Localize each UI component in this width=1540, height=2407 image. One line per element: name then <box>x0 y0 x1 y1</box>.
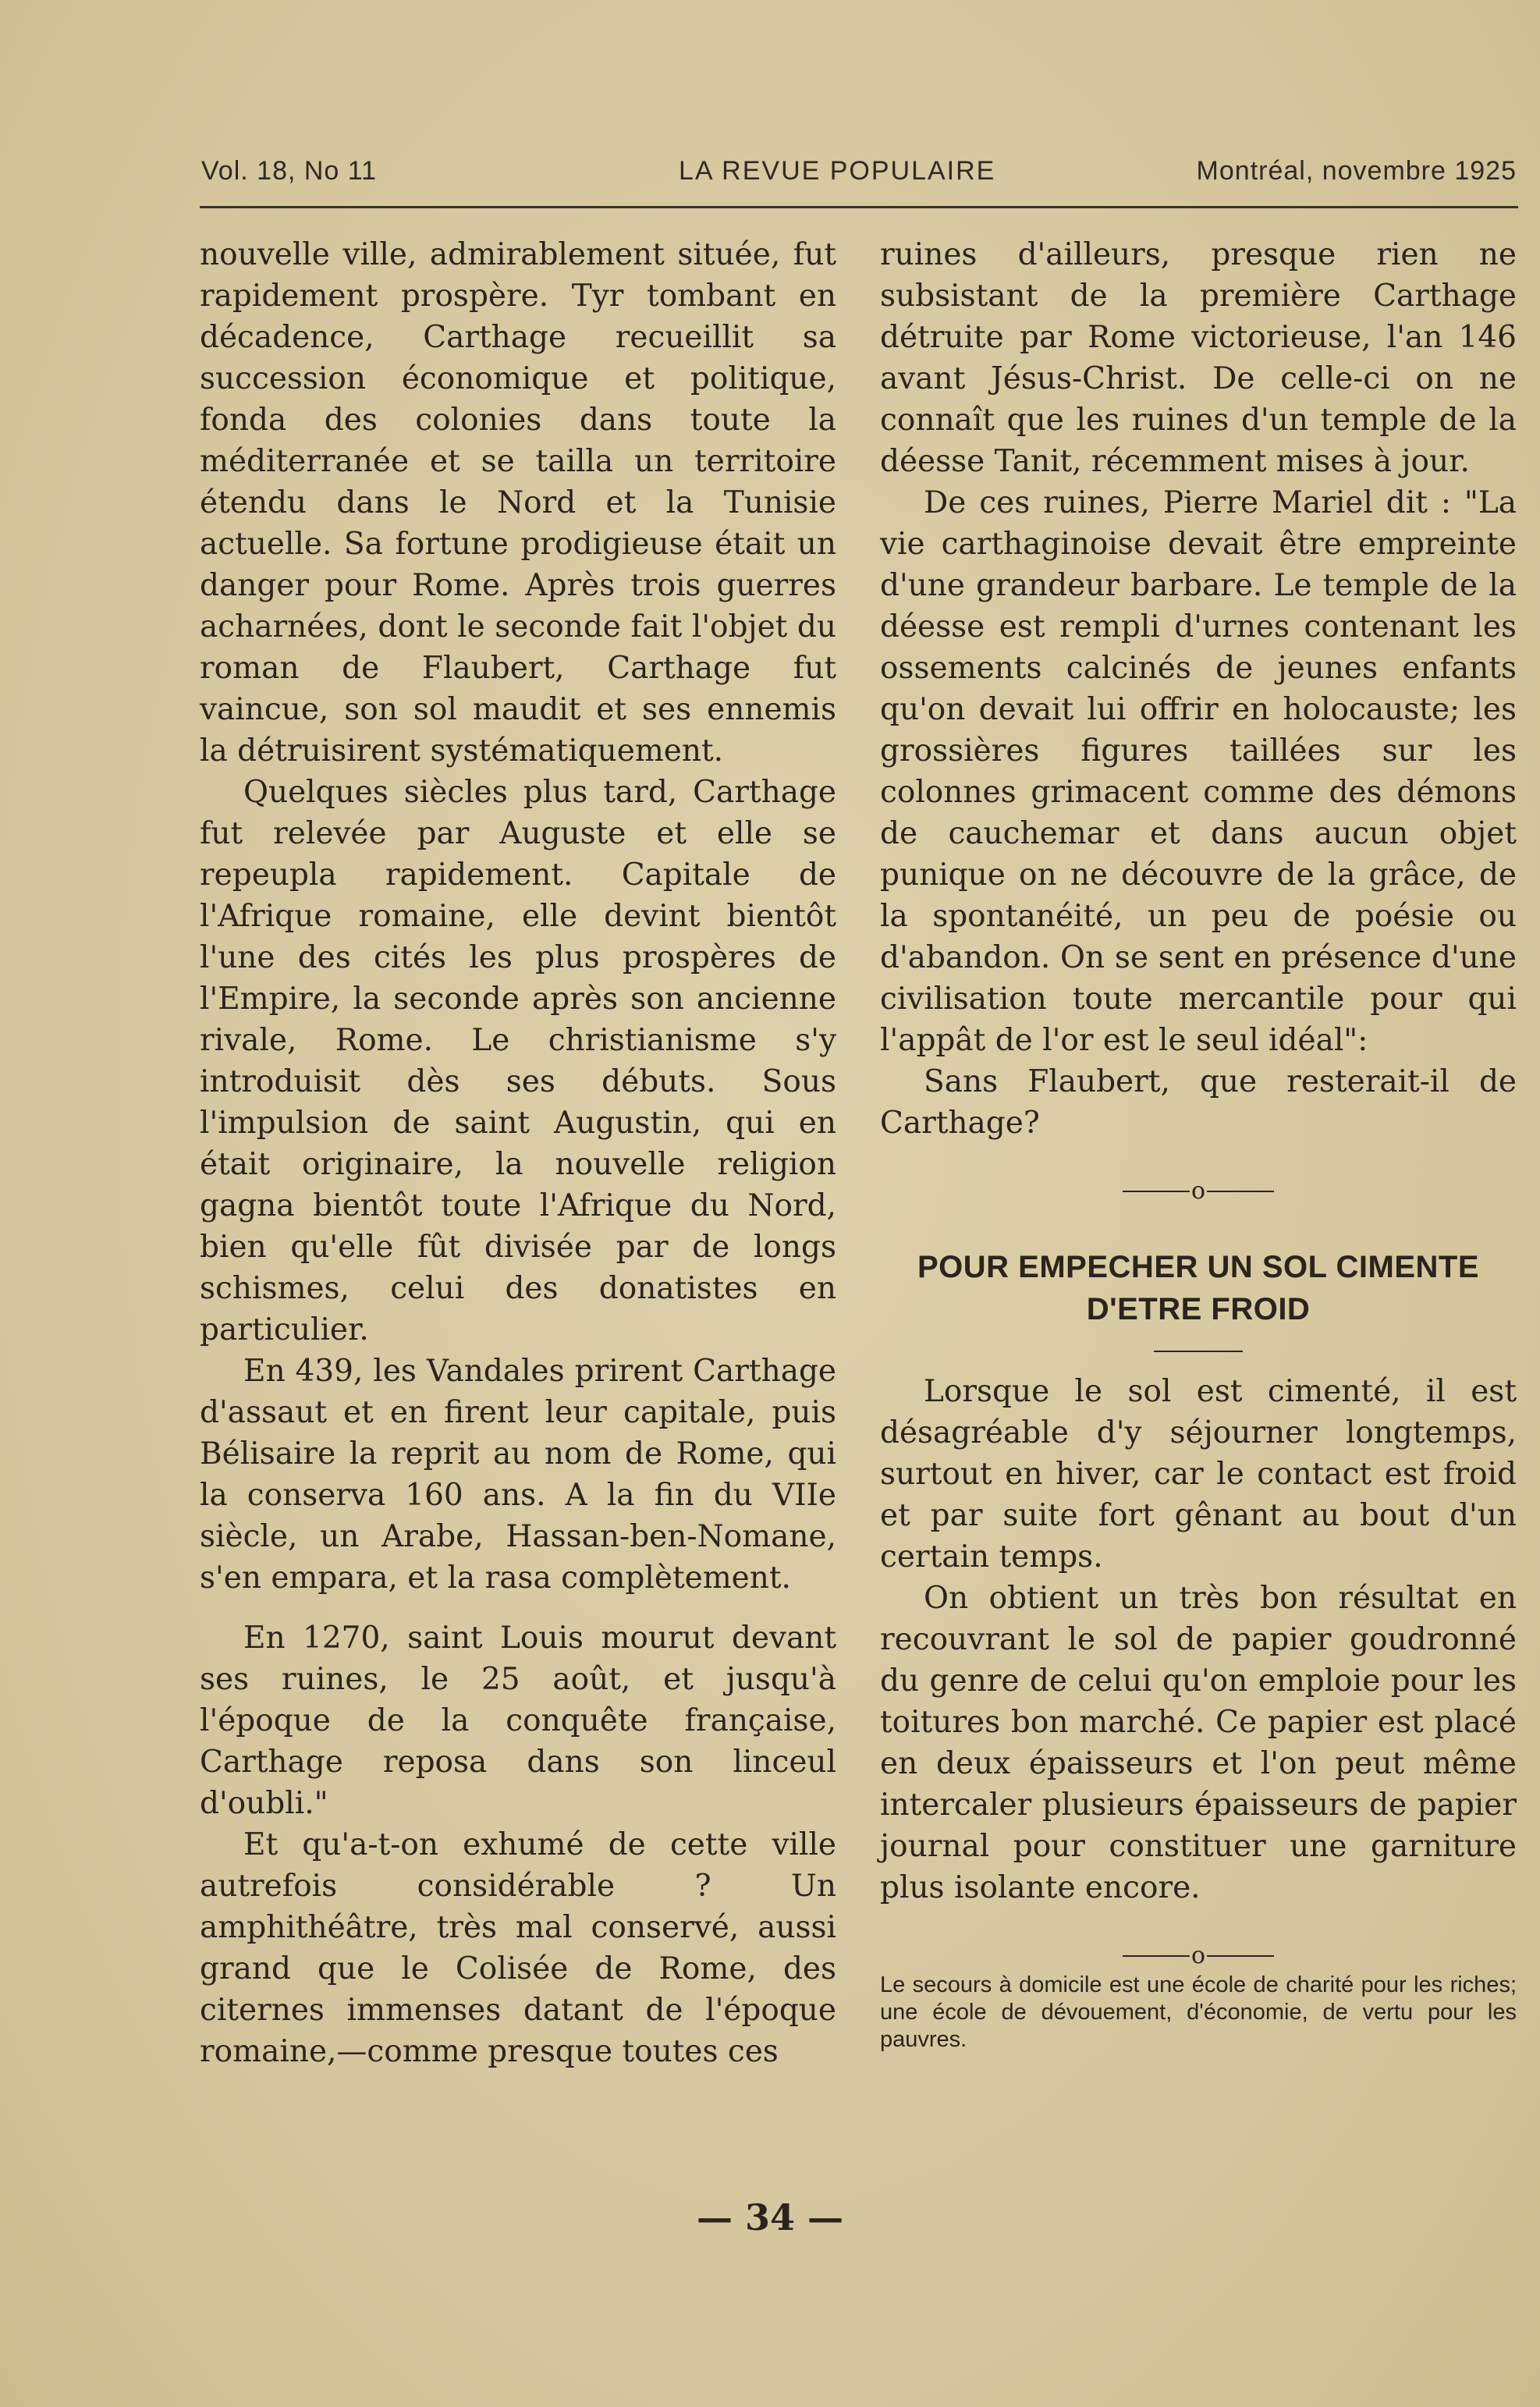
paragraph: Lorsque le sol est cimenté, il est désagréable d'y séjourner longtemps, surtout en hiver, car le contact est froid et par suite fort gênant au bout d'un certain temps. <box>880 1374 1517 1574</box>
separator-mark: o <box>1190 1177 1206 1205</box>
paragraph: On obtient un très bon résultat en recouvrant le sol de papier goudronné du genre de celui qu'on emploie pour les toitures bon marché. Ce papier est placé en deux épaisseurs et l'on peut même intercaler plusieurs épaisseurs de papier journal pour constituer une garniture plus isolante encore. <box>880 1581 1517 1905</box>
magazine-title: LA REVUE POPULAIRE <box>679 156 996 186</box>
headline-line: POUR EMPECHER UN SOL CIMENTE <box>917 1250 1479 1284</box>
paragraph: ruines d'ailleurs, presque rien ne subsistant de la première Carthage détruite par Rome victorieuse, l'an 146 avant Jésus-Christ. De celle-ci on ne connaît que les ruines d'un temple de la déesse Tanit, récemment mises à jour. <box>880 237 1517 479</box>
paragraph: Sans Flaubert, que resterait-il de Carthage? <box>880 1064 1517 1141</box>
paragraph: Quelques siècles plus tard, Carthage fut relevée par Auguste et elle se repeupla rapidement. Capitale de l'Afrique romaine, elle devint bientôt l'une des cités les plus prospères de l'Empire, la seconde après son ancienne rivale, Rome. Le christianisme s'y introduisit dès ses débuts. Sous l'impulsion de saint Augustin, qui en était originaire, la nouvelle religion gagna bientôt toute l'Afrique du Nord, bien qu'elle fût divisée par de longs schismes, celui des donatistes en particulier. <box>200 775 836 1347</box>
paragraph: De ces ruines, Pierre Mariel dit : "La vie carthaginoise devait être empreinte d'une grandeur barbare. Le temple de la déesse est rempli d'urnes contenant les ossements calcinés de jeunes enfants qu'on devait lui offrir en holocauste; les grossières figures taillées sur les colonnes grimacent comme des démons de cauchemar et dans aucun objet punique on ne découvre de la grâce, de la spontanéité, un peu de poésie ou d'abandon. On se sent en présence d'une civilisation toute mercantile pour qui l'appât de l'or est le seul idéal": <box>880 485 1517 1058</box>
left-column <box>200 234 836 2072</box>
running-header <box>201 156 1517 195</box>
headline-line: D'ETRE FROID <box>1086 1292 1311 1326</box>
article-headline <box>880 1246 1517 1330</box>
page-number: — 34 — <box>696 2196 844 2238</box>
footnote-quote: Le secours à domicile est une école de charité pour les riches; une école de dévouement, d'économie, de vertu pour les pauvres. <box>880 1972 1517 2052</box>
paragraph: En 1270, saint Louis mourut devant ses ruines, le 25 août, et jusqu'à l'époque de la conquête française, Carthage reposa dans son linceul d'oubli." <box>200 1621 836 1821</box>
place-date: Montréal, novembre 1925 <box>1196 156 1517 186</box>
section-separator <box>880 1175 1517 1207</box>
volume-number: Vol. 18, No 11 <box>201 156 378 186</box>
paragraph: En 439, les Vandales prirent Carthage d'assaut et en firent leur capitale, puis Bélisaire la reprit au nom de Rome, qui la conserva 160 ans. A la fin du VIIe siècle, un Arabe, Hassan-ben-Nomane, s'en empara, et la rasa complètement. <box>200 1354 836 1596</box>
paragraph: nouvelle ville, admirablement située, fut rapidement prospère. Tyr tombant en décadence, Carthage recueillit sa succession économique et politique, fonda des colonies dans toute la méditerranée et se tailla un territoire étendu dans le Nord et la Tunisie actuelle. Sa fortune prodigieuse était un danger pour Rome. Après trois guerres acharnées, dont le seconde fait l'objet du roman de Flaubert, Carthage fut vaincue, son sol maudit et ses ennemis la détruisirent systématiquement. <box>200 237 836 769</box>
headline-rule <box>1154 1351 1243 1352</box>
section-separator <box>880 1940 1517 1972</box>
paragraph: Et qu'a-t-on exhumé de cette ville autrefois considérable ? Un amphithéâtre, très mal conservé, aussi grand que le Colisée de Rome, des citernes immenses datant de l'époque romaine,—comme presque toutes ces <box>200 1827 836 2069</box>
separator-mark: o <box>1190 1942 1206 1969</box>
header-rule <box>200 206 1518 208</box>
right-column <box>880 234 1517 2054</box>
